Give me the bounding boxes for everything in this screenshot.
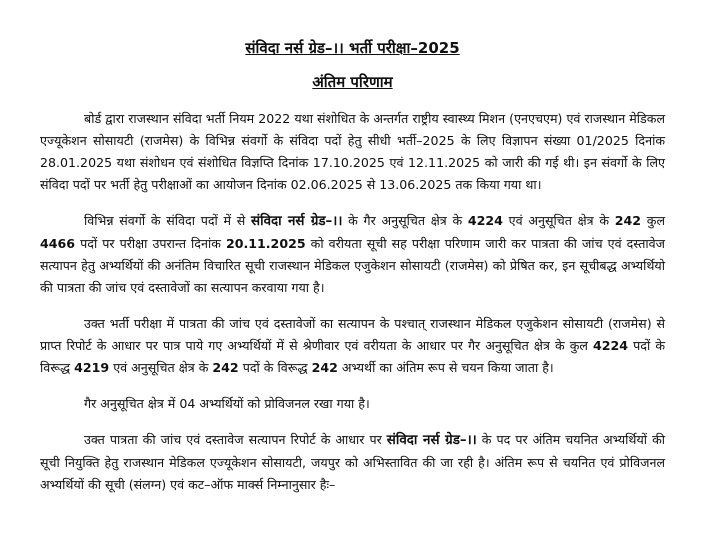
paragraph-text: के पद पर अंतिम चयनित अभ्यर्थियों की सूची नियुक्ति हेतु राजस्थान मेडिकल एज्यूकेशन सोसायटी, जयपुर को अभिस्तावित की जा रही है। अंतिम रूप से चयनित एवं प्रोविजनल अभ्यर्थियों की सूची (संलग्न) एवं कट–ऑफ मार्क्स निम्नानुसार हैः– [40,432,666,492]
document-subtitle: अंतिम परिणाम [312,73,393,91]
bold-figure: 242 [614,213,642,228]
paragraph-text: पदों के विरूद्ध [238,360,312,375]
paragraph-text: कुल [641,213,665,228]
paragraph-text: बोर्ड द्वारा राजस्थान संविदा भर्ती नियम 2022 यथा संशोधित के अन्तर्गत राष्ट्रीय स्वास्थ्य मिशन (एनएचएम) एवं राजस्थान मेडिकल एज्यूकेशन सोसायटी (राजमेस) के विभिन्न संवर्गो के संविदा पदों हेतु सीधी भर्ती–2025 के लिए विज्ञापन संख्या 01/2025 दिनांक 28.01.2025 यथा संशोधन एवं संशोधित विज्ञप्ति दिनांक 17.10.2025 एवं 12.11.2025 को जारी की गई थी। इन संवर्गो के लिए संविदा पदों पर भर्ती हेतु परीक्षाओं का आयोजन दिनांक 02.06.2025 से 13.06.2025 तक किया गया था। [40,111,665,192]
document-title: संविदा नर्स ग्रेड–।। भर्ती परीक्षा–2025 [245,39,460,57]
document-body [40,108,665,496]
bold-figure: 20.11.2025 [225,236,306,251]
paragraph-text: को वरीयता सूची सह परीक्षा परिणाम जारी कर पात्रता की जांच एवं दस्तावेज सत्यापन हेतु अभ्यर्थियों की अनंतिम विचारित सूची राजस्थान मेडिकल एजुकेशन सोसायटी (राजमेस) को प्रेषित कर, इन सूचीबद्ध अभ्यर्थियो की पात्रता की जांच एवं दस्तावेजों का सत्यापन करवाया गया है। [40,236,665,295]
paragraph-text: उक्त पात्रता की जांच एवं दस्तावेज सत्यापन रिपोर्ट के आधार पर [84,432,387,447]
body-paragraph [40,108,665,196]
bold-figure: 4219 [74,360,110,375]
paragraph-text: के गैर अनुसूचित क्षेत्र के [342,213,468,228]
paragraph-text: पदों पर परीक्षा उपरान्त दिनांक [75,236,226,251]
paragraph-text: पदों के विरूद्ध [40,338,665,375]
body-paragraph [40,210,665,299]
paragraph-text: एवं अनुसूचित क्षेत्र के [109,360,213,375]
body-paragraph [40,429,665,496]
paragraph-text: उक्त भर्ती परीक्षा में पात्रता की जांच एवं दस्तावेजों का सत्यापन के पश्चात् राजस्थान मेडिकल एजुकेशन सोसायटी (राजमेस) से प्राप्त रिपोर्ट के आधार पर पात्र पाये गए अभ्यर्थियों में से श्रेणीवार एवं वरीयता के आधार पर गैर अनुसूचित क्षेत्र के कुल [40,316,665,353]
paragraph-text: अभ्यर्थी का अंतिम रूप से चयन किया जाता है। [337,360,554,375]
bold-figure: 242 [311,360,338,375]
bold-figure: 4224 [467,213,503,228]
body-paragraph [40,393,665,415]
paragraph-text: विभिन्न संवर्गो के संविदा पदों में से [84,213,252,228]
body-paragraph [40,313,665,379]
paragraph-text: एवं अनुसूचित क्षेत्र के [502,213,615,228]
post-name-highlight: संविदा नर्स ग्रेड–।। [251,214,343,229]
paragraph-text: गैर अनुसूचित क्षेत्र में 04 अभ्यर्थियों को प्रोविजनल रखा गया है। [84,396,370,411]
bold-figure: 4466 [40,236,76,251]
bold-figure: 4224 [593,338,629,353]
post-name-highlight: संविदा नर्स ग्रेड–।। [386,433,477,448]
bold-figure: 242 [212,360,239,375]
